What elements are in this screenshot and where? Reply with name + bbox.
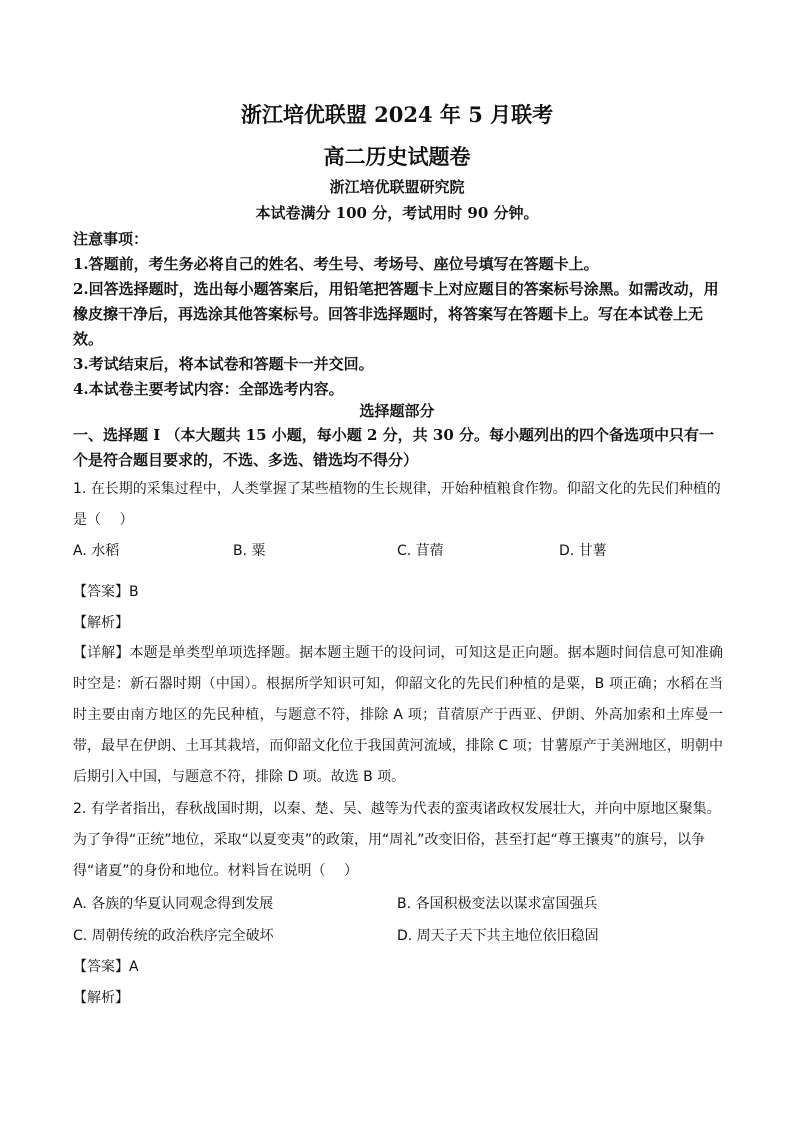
exam-subtitle: 高二历史试题卷	[323, 144, 471, 169]
question-1-detail: 【详解】本题是单类型单项选择题。据本题主题干的设问词，可知这是正向题。据本题时间信息可知准确时空是：新石器时期（中国）。根据所学知识可知，仰韶文化的先民们种植的是粟，B 项正确；水稻在当时主要由南方地区的先民种植，与题意不符，排除 A 项；苜蓿原产于西亚、伊朗、外高加索和土库曼一带，最早在伊朗、土耳其栽培，而仰韶文化位于我国黄河流域，排除 C 项；甘薯原产于美洲地区，明朝中后期引入中国，与题意不符，排除 D 项。故选 B 项。	[73, 645, 723, 785]
option-c: C. 苜蓿	[397, 543, 444, 559]
question-1-analysis: 【解析】	[73, 615, 129, 631]
note-item: 2.回答选择题时，选出每小题答案后，用铅笔把答题卡上对应题目的答案标号涂黑。如需改动，用橡皮擦干净后，再选涂其他答案标号。回答非选择题时，将答案写在答题卡上。写在本试卷上无效。	[73, 280, 719, 348]
exam-info: 本试卷满分 100 分，考试用时 90 分钟。	[255, 204, 539, 222]
note-item: 3.考试结束后，将本试卷和答题卡一并交回。	[73, 355, 374, 373]
option-a: A. 水稻	[73, 543, 120, 559]
section-heading: 一、选择题 I （本大题共 15 小题，每小题 2 分，共 30 分。每小题列出的四个备选项中只有一个是符合题目要求的，不选、多选、错选均不得分）	[73, 426, 714, 469]
organization: 浙江培优联盟研究院	[329, 178, 465, 196]
question-2-options-row-2	[73, 925, 723, 949]
question-1-options	[73, 540, 723, 564]
option-d: D. 甘薯	[559, 543, 607, 559]
question-2-answer: 【答案】A	[73, 959, 139, 975]
option-c: C. 周朝传统的政治秩序完全破坏	[73, 928, 274, 944]
option-d: D. 周天子天下共主地位依旧稳固	[397, 928, 599, 944]
question-2-stem: 2. 有学者指出，春秋战国时期，以秦、楚、吴、越等为代表的蛮夷诸政权发展壮大，并向中原地区聚集。为了争得“正统”地位，采取“以夏变夷”的政策，用“周礼”改变旧俗，甚至打起“尊王攘夷”的旗号，以争得“诸夏”的身份和地位。材料旨在说明（ ）	[73, 801, 721, 879]
notes-block	[73, 227, 723, 402]
option-b: B. 粟	[233, 543, 266, 559]
notes-heading: 注意事项：	[73, 230, 149, 248]
option-b: B. 各国积极变法以谋求富国强兵	[397, 896, 598, 912]
section-title: 选择题部分	[359, 402, 435, 420]
question-2-options-row-1	[73, 893, 723, 917]
option-a: A. 各族的华夏认同观念得到发展	[73, 896, 274, 912]
question-2-analysis: 【解析】	[73, 990, 129, 1006]
exam-title: 浙江培优联盟 2024 年 5 月联考	[240, 102, 554, 127]
note-item: 4.本试卷主要考试内容：全部选考内容。	[73, 380, 344, 398]
note-item: 1.答题前，考生务必将自己的姓名、考生号、考场号、座位号填写在答题卡上。	[73, 255, 599, 273]
question-1-answer: 【答案】B	[73, 584, 139, 600]
question-1-stem: 1. 在长期的采集过程中，人类掌握了某些植物的生长规律，开始种植粮食作物。仰韶文化的先民们种植的是（ ）	[73, 481, 721, 528]
